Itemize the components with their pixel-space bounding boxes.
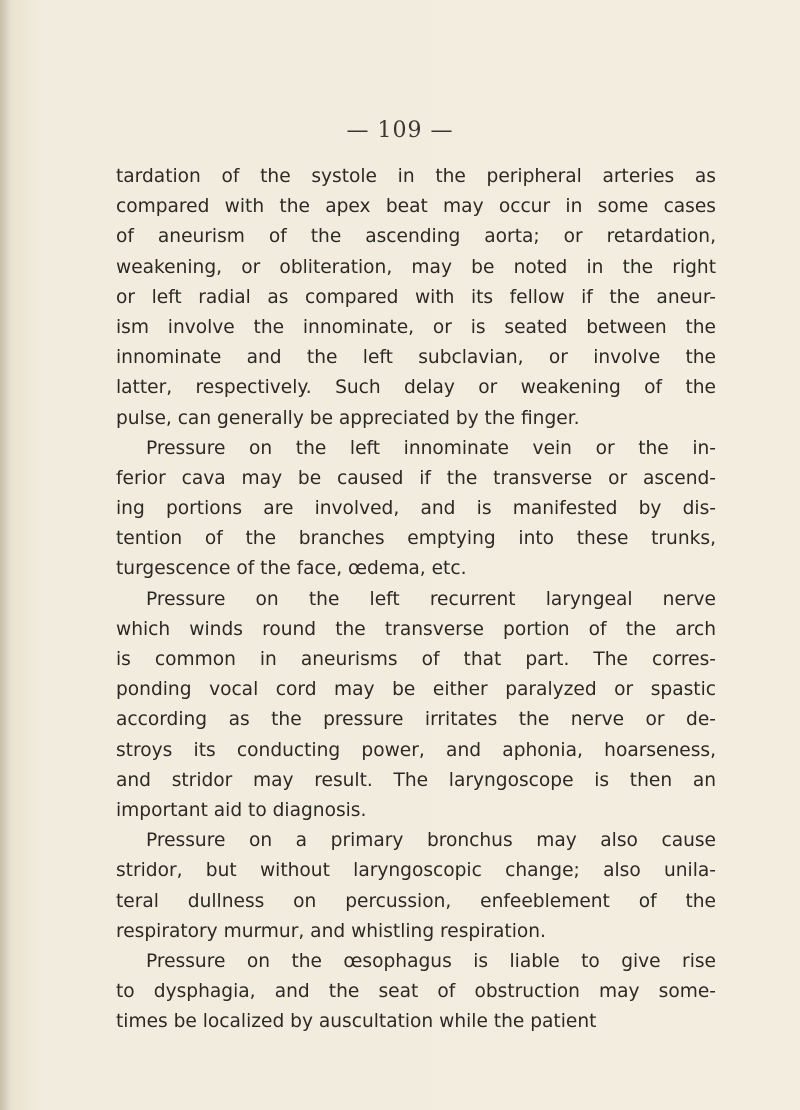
text-line: ism involve the innominate, or is seated between the [116, 316, 716, 338]
gutter-shadow [0, 0, 10, 1110]
text-line: according as the pressure irritates the nerve or de- [116, 709, 716, 731]
text-line: ferior cava may be caused if the transverse or ascend- [116, 467, 716, 489]
text-line: or left radial as compared with its fellow if the aneur- [116, 286, 716, 308]
text-line: of aneurism of the ascending aorta; or retardation, [116, 226, 716, 248]
text-line: important aid to diagnosis. [116, 799, 367, 821]
body-text [116, 162, 716, 1037]
text-line: which winds round the transverse portion of the arch [116, 618, 716, 640]
text-line: Pressure on the left innominate vein or the in- [146, 437, 716, 459]
text-line: Pressure on the left recurrent laryngeal nerve [146, 588, 716, 610]
text-line: stroys its conducting power, and aphonia, hoarseness, [116, 739, 716, 761]
text-line: and stridor may result. The laryngoscope is then an [116, 769, 716, 791]
text-line: stridor, but without laryngoscopic change; also unila- [116, 860, 716, 882]
text-line: ing portions are involved, and is manifested by dis- [116, 498, 716, 520]
text-line: ponding vocal cord may be either paralyzed or spastic [116, 679, 716, 701]
text-line: teral dullness on percussion, enfeeblement of the [116, 890, 716, 912]
text-line: to dysphagia, and the seat of obstruction may some- [116, 981, 716, 1003]
text-line: is common in aneurisms of that part. The corres- [116, 649, 716, 670]
text-line: Pressure on a primary bronchus may also cause [146, 830, 716, 852]
text-line: innominate and the left subclavian, or involve the [116, 347, 716, 369]
text-line: times be localized by auscultation while the patient [116, 1011, 597, 1033]
text-line: latter, respectively. Such delay or weakening of the [116, 377, 716, 399]
text-line: turgescence of the face, œdema, etc. [116, 558, 467, 580]
text-line: pulse, can generally be appreciated by the finger. [116, 407, 580, 429]
text-line: tention of the branches emptying into these trunks, [116, 528, 716, 550]
page-number: — 109 — [346, 118, 454, 143]
text-line: Pressure on the œsophagus is liable to give rise [146, 950, 716, 972]
text-line: weakening, or obliteration, may be noted in the right [116, 256, 716, 278]
text-line: tardation of the systole in the peripheral arteries as [116, 166, 716, 187]
text-line: compared with the apex beat may occur in some cases [116, 196, 716, 218]
text-line: respiratory murmur, and whistling respiration. [116, 920, 546, 942]
